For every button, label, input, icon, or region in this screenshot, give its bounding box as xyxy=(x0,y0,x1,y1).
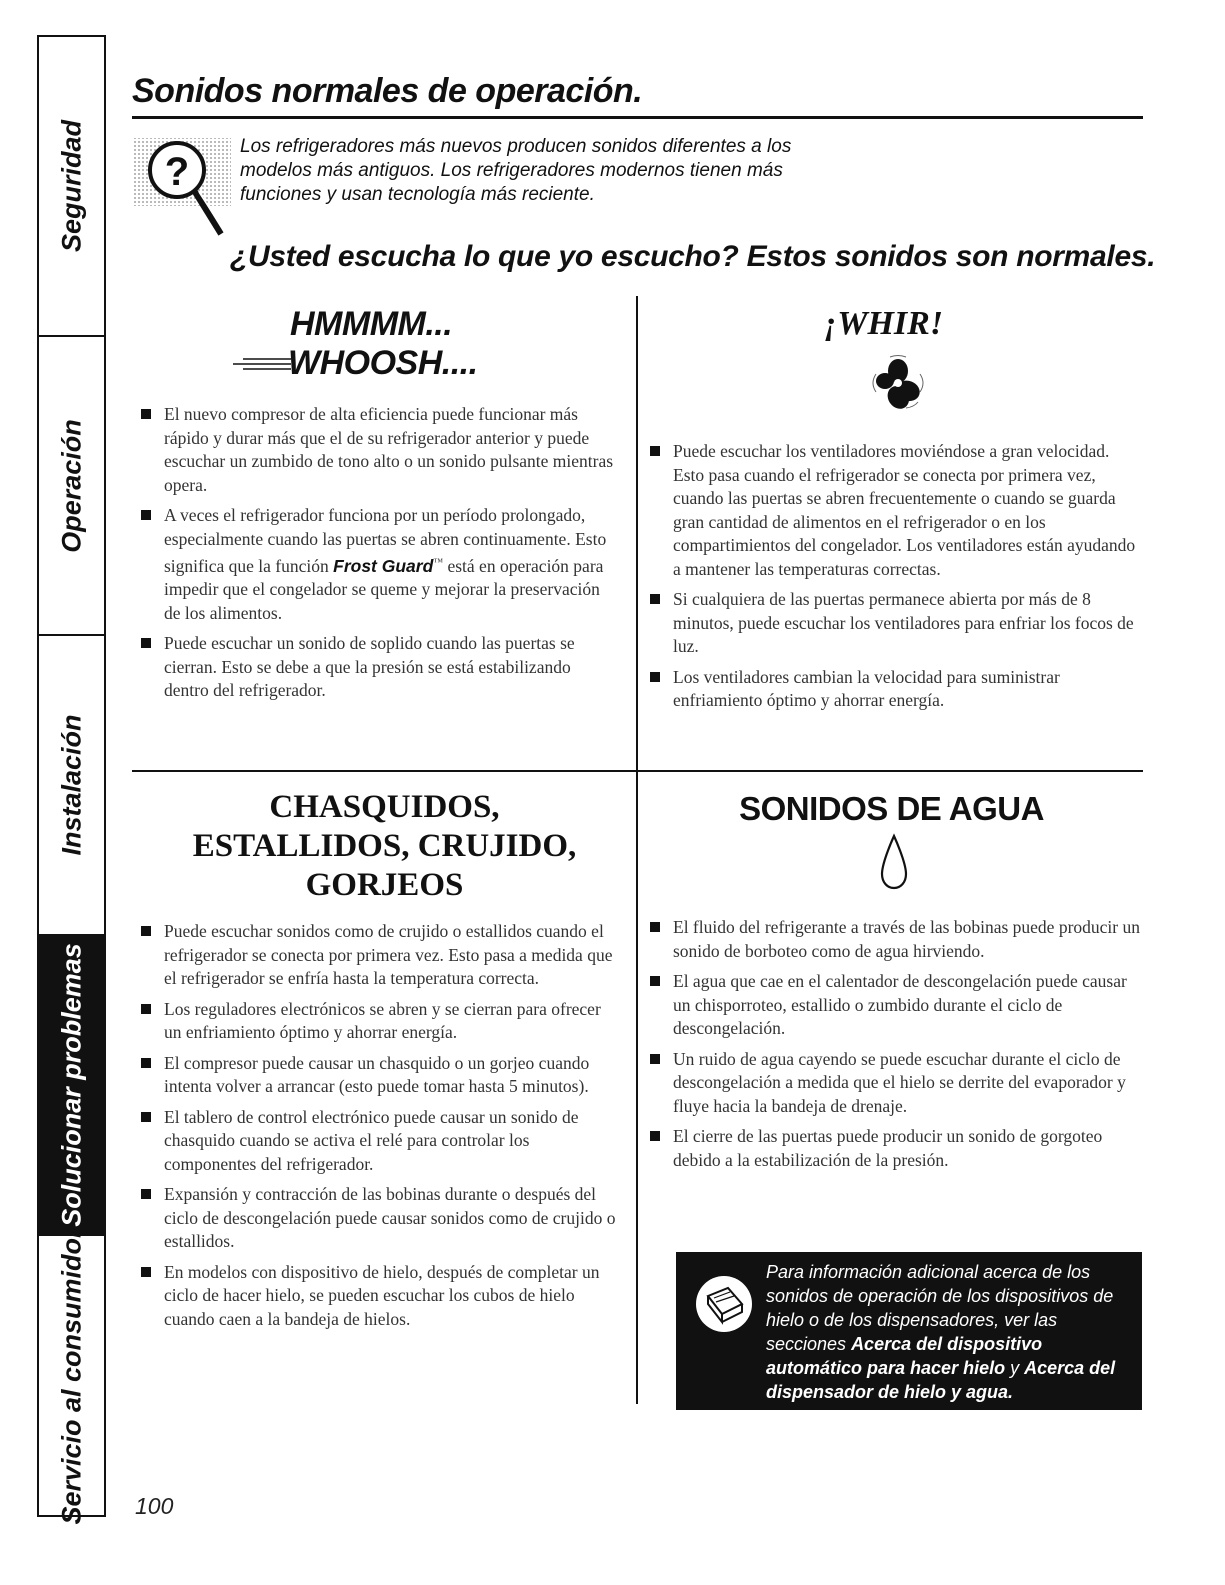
side-tab-seguridad[interactable] xyxy=(39,37,104,337)
side-tab-instalacion[interactable] xyxy=(39,636,104,936)
info-link-ice-maker[interactable]: Acerca del dispositivo automático para hacer hielo xyxy=(766,1334,1043,1378)
list-item: El tablero de control electrónico puede causar un sonido de chasquido cuando se activa el relé para controlar los componentes del refrigerador. xyxy=(139,1106,621,1177)
side-tab-label: Solucionar problemas xyxy=(56,943,86,1227)
list-item-text: A veces el refrigerador funciona por un período prolongado, especialmente cuando las puertas se abren continuamente. Esto significa que la función xyxy=(164,505,607,576)
svg-text:?: ? xyxy=(164,150,190,194)
section-subtitle: ¿Usted escucha lo que yo escucho? Estos sonidos son normales. xyxy=(230,240,1156,273)
info-text xyxy=(766,1260,1136,1404)
list-item: Si cualquiera de las puertas permanece abierta por más de 8 minutos, puede escuchar los ventiladores para enfriar los focos de luz. xyxy=(648,588,1143,659)
list-item: Puede escuchar un sonido de soplido cuando las puertas se cierran. Esto se debe a que la presión se está estabilizando dentro del refrigerador. xyxy=(139,632,619,703)
row-divider xyxy=(132,770,1143,772)
intro-text: Los refrigeradores más nuevos producen sonidos diferentes a los modelos más antiguos. Los refrigeradores modernos tienen más funciones y usan tecnología más reciente. xyxy=(240,136,792,205)
fan-icon xyxy=(866,352,930,412)
list-item: Los ventiladores cambian la velocidad para suministrar enfriamiento óptimo y ahorrar energía. xyxy=(648,666,1143,713)
chasquidos-title-line: GORJEOS xyxy=(305,867,464,903)
list-item xyxy=(139,504,619,625)
agua-list xyxy=(648,916,1143,1179)
water-drop-icon xyxy=(874,832,914,892)
question-magnifier-icon xyxy=(133,128,233,240)
list-item: El cierre de las puertas puede producir un sonido de gorgoteo debido a la estabilización de la presión. xyxy=(648,1125,1143,1172)
whoosh-title: WHOOSH.... xyxy=(288,344,478,382)
side-tab-label: Instalación xyxy=(56,714,86,856)
title-rule xyxy=(132,116,1143,119)
chasquidos-list xyxy=(139,920,621,1338)
side-tab-label: Servicio al consumidor xyxy=(56,1226,86,1525)
info-text-part: y xyxy=(1010,1358,1020,1378)
list-item: Expansión y contracción de las bobinas durante o después del ciclo de descongelación puede causar sonidos como de crujido o estallidos. xyxy=(139,1183,621,1254)
list-item: Puede escuchar los ventiladores moviéndose a gran velocidad. Esto pasa cuando el refrigerador se conecta por primera vez, cuando las puertas se abren frecuentemente o cuando se guarda gran cantidad de alimentos en el refrigerador o en los compartimientos del congelador. Los ventiladores están ayudando a mantener las temperaturas correctas. xyxy=(648,440,1143,581)
side-tab-label: Seguridad xyxy=(56,119,86,253)
info-text-part: Para información adicional acerca de los sonidos de operación de los dispositivos de hielo o de los dispensadores, ver las secciones xyxy=(766,1262,1114,1354)
trademark-symbol: ™ xyxy=(433,557,444,568)
page-title: Sonidos normales de operación. xyxy=(132,72,643,110)
chasquidos-title-line: CHASQUIDOS, xyxy=(269,789,500,825)
hmm-list xyxy=(139,403,619,710)
side-nav xyxy=(37,35,106,1525)
whir-title: ¡WHIR! xyxy=(824,305,944,342)
side-tab-operacion[interactable] xyxy=(39,337,104,636)
chasquidos-title-line: ESTALLIDOS, CRUJIDO, xyxy=(192,828,577,864)
list-item-text: está en operación para impedir que el congelador se queme y mejorar la preservación de los alimentos. xyxy=(164,555,604,623)
list-item: El compresor puede causar un chasquido o un gorjeo cuando intenta volver a arrancar (esto puede tomar hasta 5 minutos). xyxy=(139,1052,621,1099)
frost-guard-brand: Frost Guard xyxy=(333,555,434,576)
hmm-title: HMMMM... xyxy=(290,305,453,343)
chasquidos-title xyxy=(132,788,637,905)
side-tab-solucionar-problemas[interactable] xyxy=(39,936,104,1236)
list-item: El nuevo compresor de alta eficiencia puede funcionar más rápido y durar más que el de su refrigerador anterior y puede escuchar un zumbido de tono alto o un sonido pulsante mientras opera. xyxy=(139,403,619,497)
list-item: Los reguladores electrónicos se abren y se cierran para ofrecer un enfriamiento óptimo y ahorrar energía. xyxy=(139,998,621,1045)
list-item: El fluido del refrigerante a través de las bobinas puede producir un sonido de borboteo como de agua hirviendo. xyxy=(648,916,1143,963)
list-item: En modelos con dispositivo de hielo, después de completar un ciclo de hacer hielo, se pueden escuchar los cubos de hielo cuando caen a la bandeja de hielos. xyxy=(139,1261,621,1332)
page-number: 100 xyxy=(135,1493,174,1519)
whoosh-lines-icon xyxy=(233,356,293,372)
book-icon xyxy=(694,1274,754,1334)
list-item: Un ruido de agua cayendo se puede escuchar durante el ciclo de descongelación a medida que el hielo se derrite del evaporador y fluye hacia la bandeja de drenaje. xyxy=(648,1048,1143,1119)
info-box xyxy=(676,1252,1142,1410)
list-item: Puede escuchar sonidos como de crujido o estallidos cuando el refrigerador se conecta por primera vez. Esto pasa a medida que el refrigerador se enfría hasta la temperatura correcta. xyxy=(139,920,621,991)
info-link-dispenser[interactable]: Acerca del dispensador de hielo y agua. xyxy=(766,1358,1116,1402)
list-item: El agua que cae en el calentador de descongelación puede causar un chisporroteo, estallido o zumbido durante el ciclo de descongelación. xyxy=(648,970,1143,1041)
sonidos-de-agua-title: SONIDOS DE AGUA xyxy=(739,790,1044,827)
side-tab-servicio-al-consumidor[interactable] xyxy=(39,1226,104,1525)
whir-list xyxy=(648,440,1143,720)
side-tab-label: Operación xyxy=(56,418,86,553)
